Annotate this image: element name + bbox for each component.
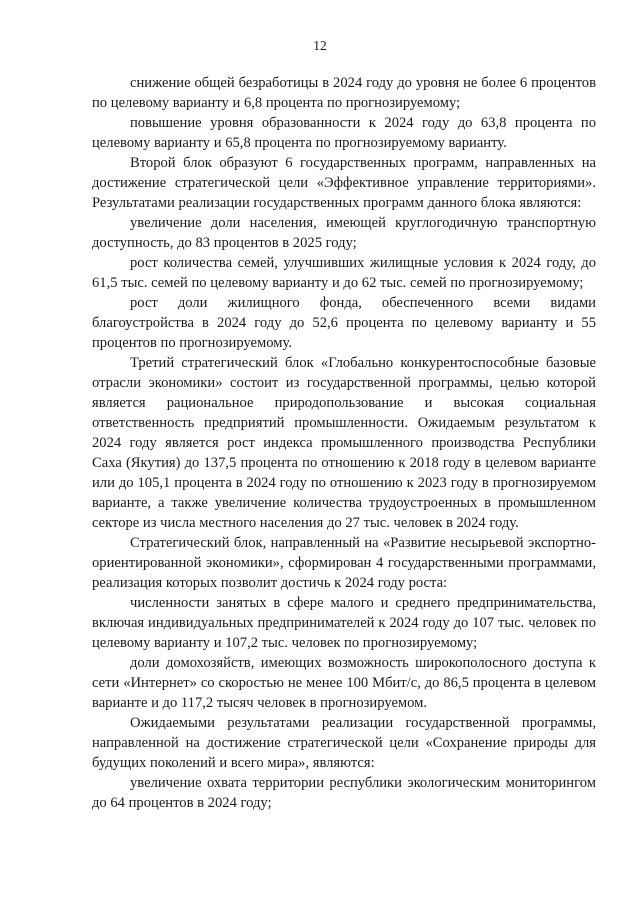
- paragraph: рост количества семей, улучшивших жилищные условия к 2024 году, до 61,5 тыс. семей по целевому варианту и до 62 тыс. семей по прогнозируемому;: [92, 255, 596, 291]
- paragraph: численности занятых в сфере малого и среднего предпринимательства, включая индивидуальных предпринимателей к 2024 году до 107 тыс. человек по целевому варианту и 107,2 тыс. человек по прогнозируемому;: [92, 595, 596, 651]
- document-body: [92, 73, 596, 813]
- paragraph: повышение уровня образованности к 2024 году до 63,8 процента по целевому варианту и 65,8 процента по прогнозируемому варианту.: [92, 115, 596, 151]
- paragraph: Ожидаемыми результатами реализации государственной программы, направленной на достижение стратегической цели «Сохранение природы для будущих поколений и всего мира», являются:: [92, 715, 596, 771]
- paragraph: Третий стратегический блок «Глобально конкурентоспособные базовые отрасли экономики» состоит из государственной программы, целью которой является рациональное природопользование и высокая социальная ответственность предприятий промышленности. Ожидаемым результатом к 2024 году является рост индекса промышленного производства Республики Саха (Якутия) до 137,5 процента по отношению к 2018 году в целевом варианте или до 105,1 процента в 2024 году по отношению к 2023 году в прогнозируемом варианте, а также увеличение количества трудоустроенных в промышленном секторе из числа местного населения до 27 тыс. человек в 2024 году.: [92, 355, 596, 531]
- paragraph: Стратегический блок, направленный на «Развитие несырьевой экспортно-ориентированной экономики», сформирован 4 государственными программами, реализация которых позволит достичь к 2024 году роста:: [92, 535, 596, 591]
- paragraph: доли домохозяйств, имеющих возможность широкополосного доступа к сети «Интернет» со скоростью не менее 100 Мбит/с, до 86,5 процента в целевом варианте и до 117,2 тысяч человек в прогнозируемом.: [92, 655, 596, 711]
- paragraph: увеличение охвата территории республики экологическим мониторингом до 64 процентов в 2024 году;: [92, 775, 596, 811]
- paragraph: рост доли жилищного фонда, обеспеченного всеми видами благоустройства в 2024 году до 52,6 процента по целевому варианту и 55 процентов по прогнозируемому.: [92, 295, 596, 351]
- paragraph: снижение общей безработицы в 2024 году до уровня не более 6 процентов по целевому варианту и 6,8 процента по прогнозируемому;: [92, 75, 596, 111]
- page-number: 12: [313, 38, 327, 53]
- paragraph: увеличение доли населения, имеющей круглогодичную транспортную доступность, до 83 процентов в 2025 году;: [92, 215, 596, 251]
- paragraph: Второй блок образуют 6 государственных программ, направленных на достижение стратегической цели «Эффективное управление территориями». Результатами реализации государственных программ данного блока являются:: [92, 155, 596, 211]
